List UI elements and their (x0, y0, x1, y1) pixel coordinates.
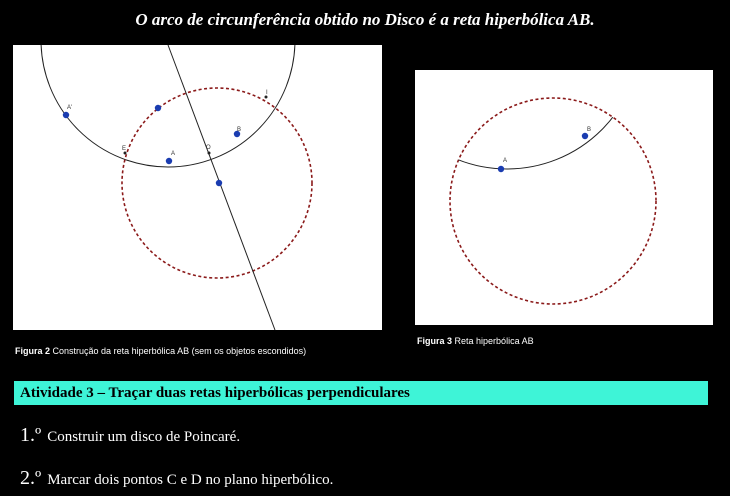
point-a-prime (63, 112, 69, 118)
label-e: E (122, 146, 127, 152)
step-1-text: Construir um disco de Poincaré. (47, 429, 241, 445)
figure-3-caption-text: Reta hiperbólica AB (454, 336, 534, 346)
step-1 (20, 424, 240, 447)
page-title: O arco de circunferência obtido no Disco é a reta hiperbólica AB. (135, 10, 595, 29)
step-1-number: 1.º (20, 424, 42, 446)
step-2-text: Marcar dois pontos C e D no plano hiperbólico. (47, 472, 334, 488)
poincare-disk-circle (450, 98, 656, 304)
orthogonal-arc-circle (41, 45, 295, 167)
figure-3-caption (417, 336, 534, 346)
hyperbolic-line-arc (415, 70, 641, 169)
label-b: B (237, 127, 242, 133)
label-a: A (171, 151, 176, 157)
figure-3-caption-bold: Figura 3 (417, 336, 453, 346)
figure-2-construction (13, 45, 382, 330)
step-2-number: 2.º (20, 467, 42, 489)
figure-3-hyperbolic-line (415, 70, 713, 325)
activity-3-heading: Atividade 3 – Traçar duas retas hiperbólicas perpendiculares (14, 381, 708, 405)
label-i: I (266, 90, 268, 96)
figure-3-canvas (415, 70, 713, 325)
figure-2-caption-bold: Figura 2 (15, 346, 51, 356)
label-b: B (587, 127, 592, 133)
point-a (498, 166, 504, 172)
step-2 (20, 467, 333, 490)
point-unlabeled (155, 105, 161, 111)
figure-2-canvas (13, 45, 382, 330)
point-b (582, 133, 588, 139)
point-o (208, 152, 211, 155)
label-o: O (206, 145, 211, 151)
point-center (216, 180, 222, 186)
figure-2-caption-text: Construção da reta hiperbólica AB (sem os objetos escondidos) (52, 346, 307, 356)
point-a (166, 158, 172, 164)
label-a-prime: A' (67, 105, 73, 111)
label-a: A (503, 158, 508, 164)
figure-2-caption (15, 346, 306, 356)
